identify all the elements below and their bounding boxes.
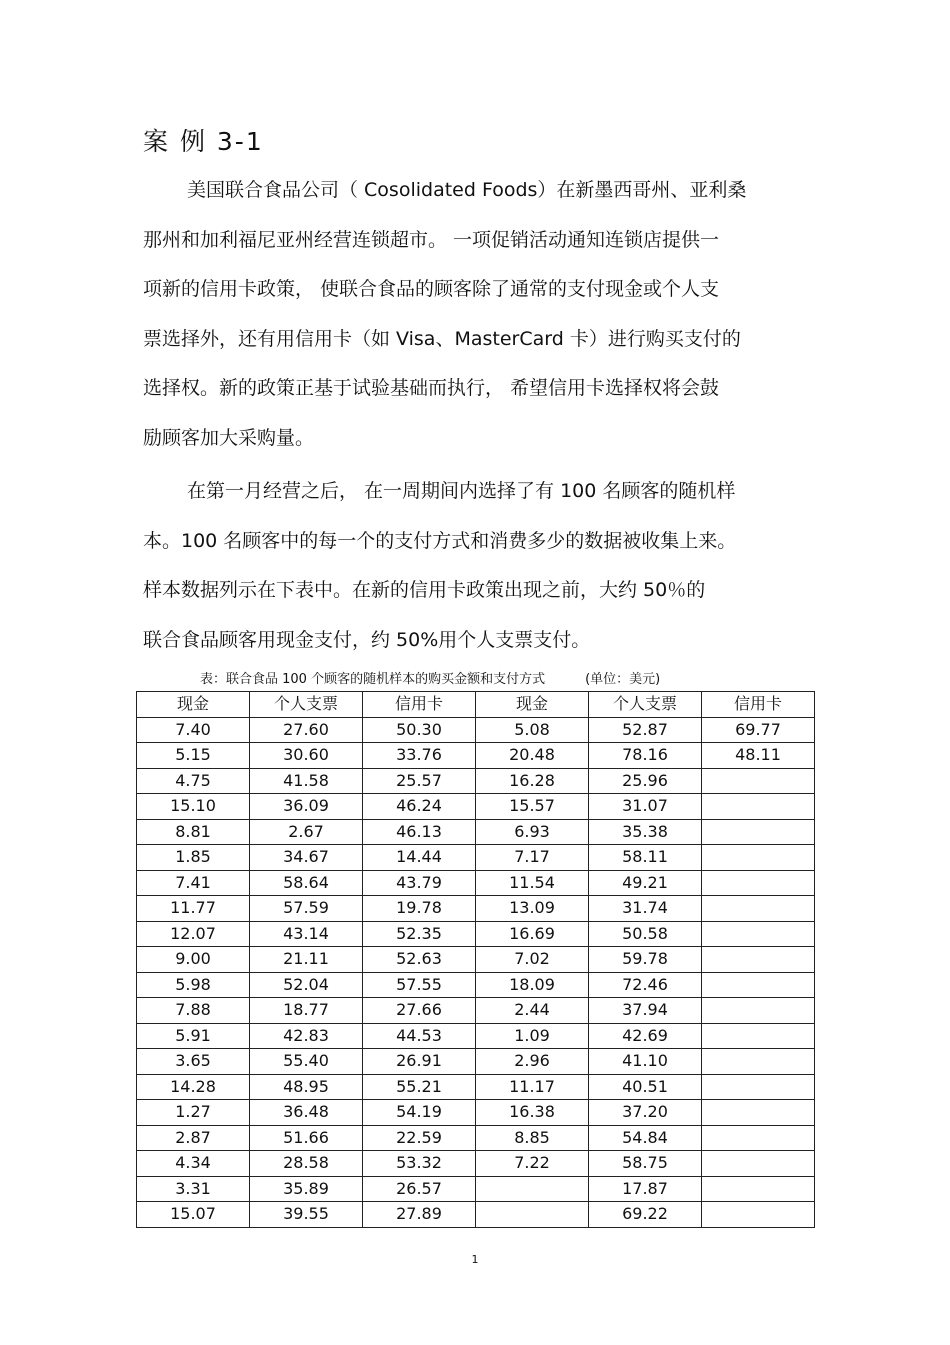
sample-paragraph [143,467,808,665]
table-cell: 7.88 [137,998,250,1024]
table-cell: 11.77 [137,896,250,922]
table-cell: 11.54 [476,870,589,896]
page-number: 1 [471,1253,479,1266]
table-cell: 54.19 [363,1100,476,1126]
table-cell: 26.57 [363,1176,476,1202]
table-cell: 16.38 [476,1100,589,1126]
table-cell [702,896,815,922]
table-cell: 42.69 [589,1023,702,1049]
text-line: 样本数据列示在下表中。在新的信用卡政策出现之前，大约 50％的 [143,579,706,601]
column-header: 现金 [137,692,250,718]
table-cell: 57.59 [250,896,363,922]
table-cell: 18.09 [476,972,589,998]
caption-text: 表：联合食品 100 个顾客的随机样本的购买金额和支付方式 [200,672,546,687]
table-cell [702,1023,815,1049]
table-cell: 44.53 [363,1023,476,1049]
column-header: 信用卡 [363,692,476,718]
table-cell: 2.44 [476,998,589,1024]
table-cell: 58.75 [589,1151,702,1177]
table-cell: 8.85 [476,1125,589,1151]
table-cell: 1.85 [137,845,250,871]
table-cell: 39.55 [250,1202,363,1228]
table-cell: 14.28 [137,1074,250,1100]
table-cell: 3.65 [137,1049,250,1075]
table-row [137,972,815,998]
table-cell: 34.67 [250,845,363,871]
text-line: 项新的信用卡政策， 使联合食品的顾客除了通常的支付现金或个人支 [143,278,720,300]
table-cell: 12.07 [137,921,250,947]
table-cell: 28.58 [250,1151,363,1177]
table-cell [702,947,815,973]
table-cell: 43.14 [250,921,363,947]
table-cell: 15.07 [137,1202,250,1228]
table-cell [702,870,815,896]
text-line: 美国联合食品公司（ Cosolidated Foods）在新墨西哥州、亚利桑 [187,179,747,201]
table-row [137,998,815,1024]
table-row [137,1151,815,1177]
table-cell: 58.11 [589,845,702,871]
table-cell: 14.44 [363,845,476,871]
table-cell: 35.89 [250,1176,363,1202]
table-cell: 1.27 [137,1100,250,1126]
table-row [137,768,815,794]
table-cell: 15.57 [476,794,589,820]
table-cell: 4.75 [137,768,250,794]
table-cell [702,845,815,871]
table-row [137,896,815,922]
table-row [137,921,815,947]
table-cell: 15.10 [137,794,250,820]
table-cell: 16.69 [476,921,589,947]
table-cell [702,794,815,820]
table-cell [702,921,815,947]
table-cell: 7.02 [476,947,589,973]
table-cell: 78.16 [589,743,702,769]
table-cell: 36.09 [250,794,363,820]
table-row [137,845,815,871]
table-cell: 37.20 [589,1100,702,1126]
text-line: 联合食品顾客用现金支付，约 50%用个人支票支付。 [143,628,591,651]
table-cell [476,1176,589,1202]
table-cell: 7.40 [137,717,250,743]
table-cell: 19.78 [363,896,476,922]
table-cell: 27.66 [363,998,476,1024]
table-cell: 59.78 [589,947,702,973]
table-cell: 41.58 [250,768,363,794]
table-row [137,1202,815,1228]
case-title: 案 例 3-1 [143,127,264,156]
table-cell: 5.98 [137,972,250,998]
table-cell: 55.21 [363,1074,476,1100]
table-row [137,1023,815,1049]
table-cell: 69.77 [702,717,815,743]
table-cell [702,1100,815,1126]
table-cell: 20.48 [476,743,589,769]
text-line: 票选择外，还有用信用卡（如 Visa、MasterCard 卡）进行购买支付的 [143,327,741,350]
column-header: 现金 [476,692,589,718]
table-cell: 6.93 [476,819,589,845]
table-cell: 53.32 [363,1151,476,1177]
table-cell [702,768,815,794]
table-caption [200,668,660,687]
table-cell [702,1125,815,1151]
column-header: 个人支票 [589,692,702,718]
table-cell: 46.13 [363,819,476,845]
table-cell: 11.17 [476,1074,589,1100]
table-cell: 13.09 [476,896,589,922]
table-row [137,947,815,973]
table-cell: 30.60 [250,743,363,769]
table-cell: 72.46 [589,972,702,998]
column-header: 信用卡 [702,692,815,718]
table-cell: 40.51 [589,1074,702,1100]
table-cell [702,1151,815,1177]
table-cell: 7.41 [137,870,250,896]
table-row [137,794,815,820]
table-cell: 57.55 [363,972,476,998]
intro-paragraph [143,166,808,463]
table-cell [702,819,815,845]
table-row [137,1125,815,1151]
table-row [137,1049,815,1075]
caption-unit: (单位：美元) [585,672,661,687]
table-cell [476,1202,589,1228]
table-cell [702,1202,815,1228]
table-header-row [137,692,815,718]
table-cell: 69.22 [589,1202,702,1228]
table-body [137,717,815,1227]
table-cell: 17.87 [589,1176,702,1202]
table-cell: 4.34 [137,1151,250,1177]
table-cell: 16.28 [476,768,589,794]
column-header: 个人支票 [250,692,363,718]
table-cell: 46.24 [363,794,476,820]
table-cell [702,998,815,1024]
table-cell: 41.10 [589,1049,702,1075]
table-cell: 5.91 [137,1023,250,1049]
table-cell: 5.08 [476,717,589,743]
table-cell: 27.89 [363,1202,476,1228]
table-cell [702,1176,815,1202]
table-cell: 54.84 [589,1125,702,1151]
table-cell [702,1074,815,1100]
table-cell [702,1049,815,1075]
table-row [137,1100,815,1126]
table-cell: 52.63 [363,947,476,973]
table-cell: 52.04 [250,972,363,998]
table-row [137,819,815,845]
table-cell [702,972,815,998]
table-cell: 2.67 [250,819,363,845]
table-cell: 52.35 [363,921,476,947]
table-cell: 8.81 [137,819,250,845]
table-cell: 50.30 [363,717,476,743]
table-cell: 3.31 [137,1176,250,1202]
table-cell: 48.11 [702,743,815,769]
table-cell: 51.66 [250,1125,363,1151]
text-line: 励顾客加大采购量。 [143,426,315,449]
table-cell: 27.60 [250,717,363,743]
text-line: 那州和加利福尼亚州经营连锁超市。 一项促销活动通知连锁店提供一 [143,228,720,251]
table-cell: 33.76 [363,743,476,769]
table-row [137,717,815,743]
table-row [137,1074,815,1100]
table-cell: 22.59 [363,1125,476,1151]
table-cell: 18.77 [250,998,363,1024]
table-row [137,1176,815,1202]
table-row [137,870,815,896]
table-cell: 2.96 [476,1049,589,1075]
table-cell: 58.64 [250,870,363,896]
table-cell: 50.58 [589,921,702,947]
table-cell: 2.87 [137,1125,250,1151]
table-cell: 42.83 [250,1023,363,1049]
table-cell: 55.40 [250,1049,363,1075]
table-cell: 43.79 [363,870,476,896]
table-cell: 21.11 [250,947,363,973]
table-cell: 36.48 [250,1100,363,1126]
table-cell: 25.57 [363,768,476,794]
table-cell: 7.17 [476,845,589,871]
table-cell: 35.38 [589,819,702,845]
purchase-table [136,691,815,1228]
table-cell: 25.96 [589,768,702,794]
table-cell: 48.95 [250,1074,363,1100]
table-cell: 31.74 [589,896,702,922]
table-cell: 26.91 [363,1049,476,1075]
table-cell: 9.00 [137,947,250,973]
table-cell: 1.09 [476,1023,589,1049]
table-cell: 49.21 [589,870,702,896]
table-cell: 31.07 [589,794,702,820]
table-cell: 37.94 [589,998,702,1024]
table-cell: 5.15 [137,743,250,769]
table-row [137,743,815,769]
table-cell: 7.22 [476,1151,589,1177]
table-cell: 52.87 [589,717,702,743]
text-line: 选择权。新的政策正基于试验基础而执行， 希望信用卡选择权将会鼓 [143,377,720,399]
text-line: 在第一月经营之后， 在一周期间内选择了有 100 名顾客的随机样 [187,480,736,502]
text-line: 本。100 名顾客中的每一个的支付方式和消费多少的数据被收集上来。 [143,529,737,552]
